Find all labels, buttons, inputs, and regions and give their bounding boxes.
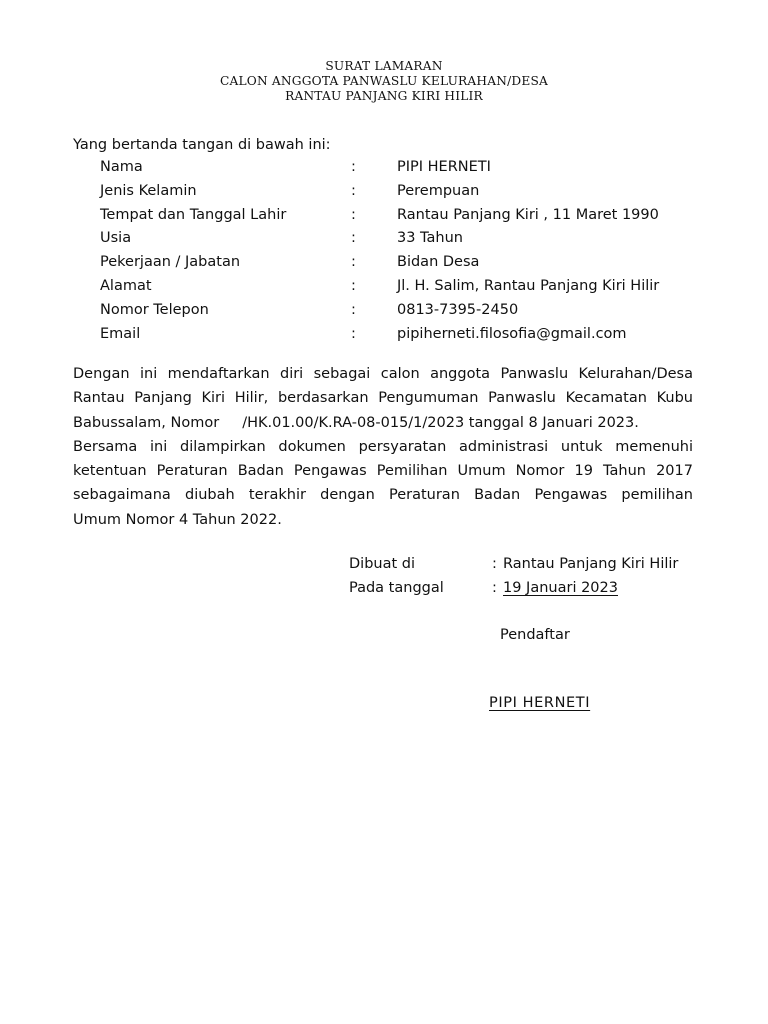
body-line: Dengan ini mendaftarkan diri sebagai calon anggota Panwaslu Kelurahan/Desa: [73, 366, 693, 382]
place-colon: :: [492, 556, 497, 572]
field-row-nomor-telepon: [100, 299, 740, 323]
signature-date-row: [349, 576, 729, 600]
field-value: 33 Tahun: [397, 230, 463, 247]
signer-role: Pendaftar: [500, 627, 570, 643]
field-label: Alamat: [100, 277, 152, 294]
field-value: pipiherneti.filosofia@gmail.com: [397, 325, 627, 342]
field-value: Jl. H. Salim, Rantau Panjang Kiri Hilir: [397, 277, 660, 294]
field-value: PIPI HERNETI: [397, 159, 491, 175]
body-line: Bersama ini dilampirkan dokumen persyaratan administrasi untuk memenuhi: [73, 438, 693, 455]
field-row-pekerjaan: [100, 251, 740, 275]
field-colon: :: [351, 230, 356, 247]
place-label: Dibuat di: [349, 556, 416, 572]
field-colon: :: [351, 277, 356, 294]
field-value: Rantau Panjang Kiri , 11 Maret 1990: [397, 206, 659, 223]
field-label: Nomor Telepon: [100, 301, 209, 318]
place-value: Rantau Panjang Kiri Hilir: [503, 556, 679, 572]
intro-text: Yang bertanda tangan di bawah ini:: [73, 137, 331, 153]
body-line: Babussalam, Nomor /HK.01.00/K.RA-08-015/1/2023 tanggal 8 Januari 2023.: [73, 414, 639, 431]
title-line-2: CALON ANGGOTA PANWASLU KELURAHAN/DESA: [219, 74, 549, 88]
field-colon: :: [351, 206, 356, 223]
body-line: Umum Nomor 4 Tahun 2022.: [73, 511, 282, 528]
body-line: ketentuan Peraturan Badan Pengawas Pemilihan Umum Nomor 19 Tahun 2017: [73, 463, 693, 480]
signature-block: [349, 552, 729, 600]
body-paragraph: [73, 362, 693, 532]
field-value: Perempuan: [397, 182, 480, 199]
signer-name: PIPI HERNETI: [489, 695, 591, 711]
field-colon: :: [351, 325, 356, 342]
field-colon: :: [351, 159, 356, 175]
date-value: 19 Januari 2023: [503, 580, 618, 596]
field-label: Usia: [100, 230, 132, 247]
field-row-nama: [100, 156, 740, 180]
date-colon: :: [492, 580, 497, 596]
field-value: 0813-7395-2450: [397, 301, 519, 318]
document-title: [0, 59, 768, 104]
title-line-1: SURAT LAMARAN: [325, 59, 443, 73]
field-colon: :: [351, 254, 356, 271]
field-label: Tempat dan Tanggal Lahir: [100, 206, 287, 223]
field-colon: :: [351, 301, 356, 318]
date-label: Pada tanggal: [349, 580, 444, 596]
body-line: Rantau Panjang Kiri Hilir, berdasarkan Pengumuman Panwaslu Kecamatan Kubu: [73, 390, 693, 407]
title-line-3: RANTAU PANJANG KIRI HILIR: [285, 89, 483, 103]
field-row-usia: [100, 227, 740, 251]
body-line: sebagaimana diubah terakhir dengan Peraturan Badan Pengawas pemilihan: [73, 487, 693, 504]
field-row-tempat-tanggal-lahir: [100, 204, 740, 228]
signature-place-row: [349, 552, 729, 576]
field-row-email: [100, 323, 740, 347]
field-colon: :: [351, 182, 356, 199]
applicant-fields: [100, 156, 740, 346]
field-row-jenis-kelamin: [100, 180, 740, 204]
field-row-alamat: [100, 275, 740, 299]
field-label: Jenis Kelamin: [100, 182, 197, 199]
field-label: Nama: [100, 159, 143, 175]
field-label: Email: [100, 325, 141, 342]
field-label: Pekerjaan / Jabatan: [100, 254, 241, 271]
field-value: Bidan Desa: [397, 254, 480, 271]
